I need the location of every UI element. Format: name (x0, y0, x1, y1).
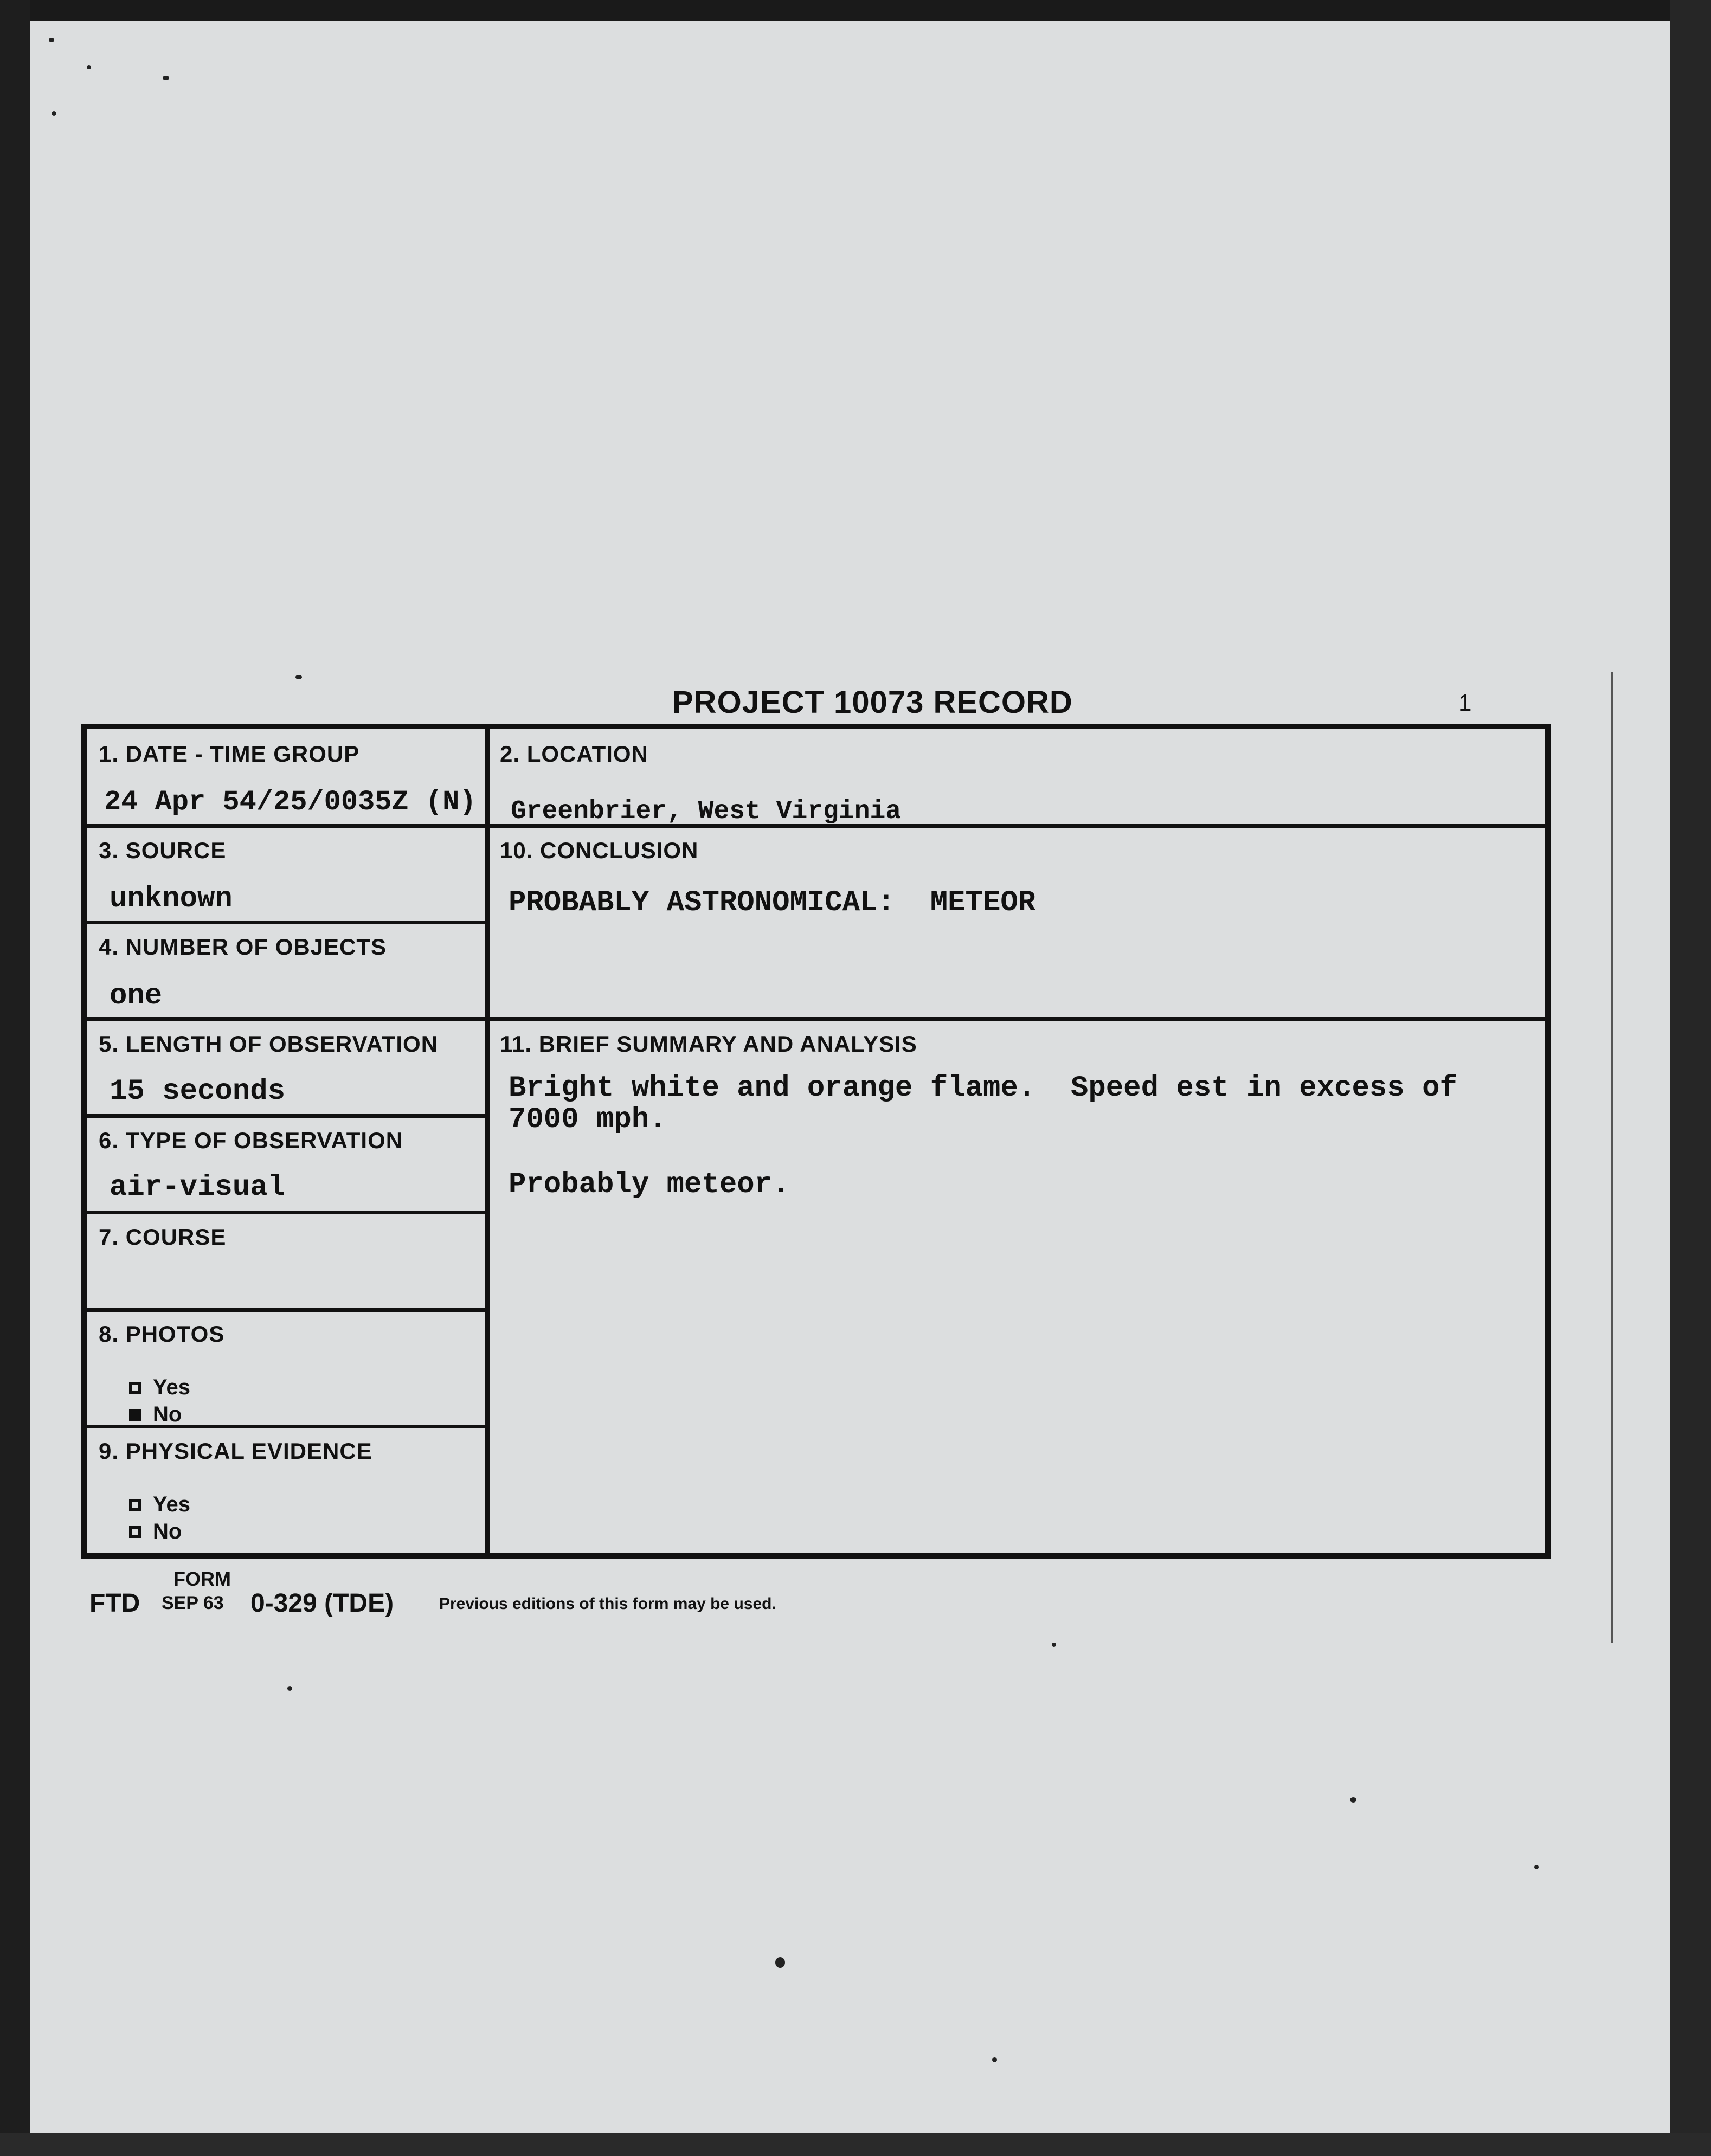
dust-speck (52, 111, 56, 116)
dust-speck (295, 675, 302, 679)
summary-label: 11. BRIEF SUMMARY AND ANALYSIS (500, 1031, 917, 1057)
physical-evidence-no-label: No (153, 1520, 182, 1543)
photos-yes-checkbox (129, 1382, 141, 1394)
date-time-group-label: 1. DATE - TIME GROUP (99, 741, 360, 767)
photos-no-option (129, 1402, 182, 1427)
physical-evidence-yes-label: Yes (153, 1492, 190, 1516)
scan-border-top (0, 0, 1711, 21)
row-divider (87, 1308, 488, 1312)
number-of-objects-label: 4. NUMBER OF OBJECTS (99, 934, 387, 960)
physical-evidence-no-option (129, 1520, 182, 1544)
location-value: Greenbrier, West Virginia (511, 797, 902, 826)
dust-speck (49, 38, 54, 42)
type-of-observation-value: air-visual (110, 1171, 286, 1204)
type-of-observation-label: 6. TYPE OF OBSERVATION (99, 1128, 403, 1153)
record-form (81, 724, 1551, 1559)
physical-evidence-yes-option (129, 1492, 190, 1517)
dust-speck (163, 76, 169, 80)
length-of-observation-value: 15 seconds (110, 1075, 286, 1108)
record-title: PROJECT 10073 RECORD (672, 685, 1073, 720)
photos-no-checkbox (129, 1409, 141, 1421)
photos-yes-option (129, 1375, 190, 1400)
page-number: 1 (1458, 690, 1472, 716)
footer-ftd: FTD (89, 1589, 140, 1618)
row-divider (87, 1211, 488, 1214)
scan-border-left (0, 0, 30, 2156)
photos-label: 8. PHOTOS (99, 1321, 225, 1347)
dust-speck (87, 65, 91, 69)
scan-border-right (1670, 0, 1711, 2156)
page-fold-line (1611, 672, 1613, 1643)
footer-form-number: 0-329 (TDE) (250, 1589, 394, 1618)
date-time-group-value: 24 Apr 54/25/0035Z (N) (104, 786, 477, 818)
summary-line-2: 7000 mph. (509, 1103, 667, 1136)
number-of-objects-value: one (110, 980, 163, 1013)
dust-speck (1350, 1797, 1356, 1803)
dust-speck (287, 1686, 292, 1691)
course-label: 7. COURSE (99, 1224, 227, 1250)
physical-evidence-no-checkbox (129, 1526, 141, 1538)
dust-speck (775, 1957, 785, 1968)
conclusion-label: 10. CONCLUSION (500, 838, 699, 863)
footer-note: Previous editions of this form may be used. (439, 1595, 776, 1613)
physical-evidence-label: 9. PHYSICAL EVIDENCE (99, 1438, 372, 1464)
scan-border-bottom (0, 2133, 1711, 2156)
row-divider (87, 921, 488, 924)
length-of-observation-label: 5. LENGTH OF OBSERVATION (99, 1031, 439, 1057)
dust-speck (992, 2057, 997, 2062)
summary-line-3: Probably meteor. (509, 1168, 790, 1201)
source-value: unknown (110, 883, 233, 916)
dust-speck (1052, 1643, 1056, 1647)
location-label: 2. LOCATION (500, 741, 648, 767)
column-divider (485, 729, 490, 1559)
physical-evidence-yes-checkbox (129, 1499, 141, 1511)
summary-line-1: Bright white and orange flame. Speed est in excess of (509, 1072, 1457, 1105)
footer-form-word: FORM (173, 1568, 231, 1590)
row-divider (87, 1017, 1551, 1021)
footer-date: SEP 63 (162, 1593, 224, 1613)
photos-yes-label: Yes (153, 1375, 190, 1399)
row-divider (87, 1114, 488, 1118)
source-label: 3. SOURCE (99, 838, 227, 863)
photos-no-label: No (153, 1402, 182, 1426)
conclusion-value: PROBABLY ASTRONOMICAL: METEOR (509, 886, 1036, 919)
dust-speck (1534, 1865, 1539, 1869)
